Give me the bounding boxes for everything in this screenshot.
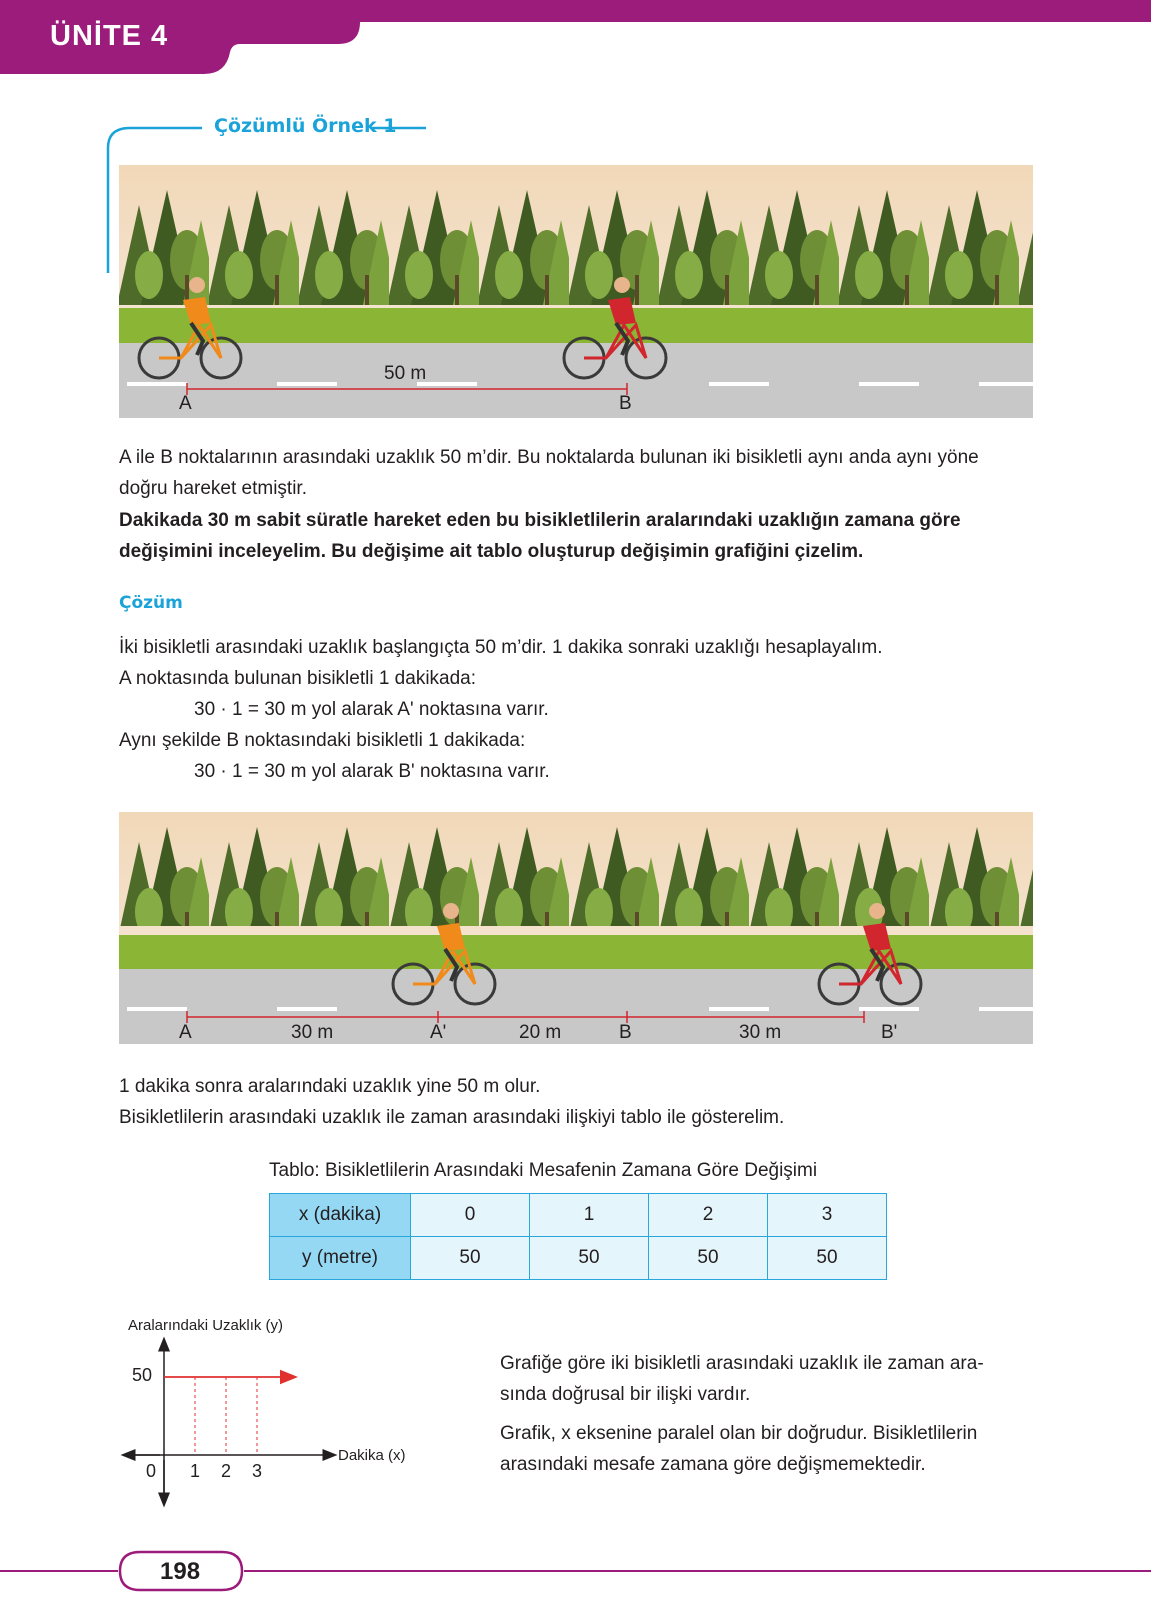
- table-cell: 2: [649, 1194, 768, 1237]
- scene2-segment-3: 30 m: [739, 1022, 782, 1043]
- row-header-x: x (dakika): [270, 1194, 411, 1237]
- y-tick-label: 50: [132, 1365, 153, 1385]
- solution-line-2: A noktasında bulunan bisikletli 1 dakikada:: [119, 668, 477, 689]
- scene2-label-b-prime: B': [881, 1022, 898, 1043]
- distance-time-graph: [110, 1310, 430, 1510]
- page-number: 198: [160, 1558, 201, 1585]
- table-cell: 1: [530, 1194, 649, 1237]
- row-header-y: y (metre): [270, 1237, 411, 1280]
- table-row-x: [270, 1194, 887, 1237]
- table-cell: 50: [649, 1237, 768, 1280]
- explanation-2b: arasındaki mesafe zamana göre değişmemektedir.: [500, 1454, 926, 1475]
- explanation-1a: Grafiğe göre iki bisikletli arasındaki uzaklık ile zaman ara-: [500, 1353, 984, 1374]
- x-tick-label: 2: [221, 1461, 232, 1481]
- scene2-label-a: A: [179, 1022, 192, 1043]
- x-tick-label: 1: [190, 1461, 201, 1481]
- scene2-label-b: B: [619, 1022, 632, 1043]
- after-line-1: 1 dakika sonra aralarındaki uzaklık yine 50 m olur.: [119, 1076, 541, 1097]
- solution-line-4: Aynı şekilde B noktasındaki bisikletli 1 dakikada:: [119, 730, 526, 751]
- unit-label: ÜNİTE 4: [50, 20, 169, 52]
- problem-line-1: A ile B noktalarının arasındaki uzaklık 50 m’dir. Bu noktalarda bulunan iki bisikletli aynı anda aynı yöne: [119, 447, 979, 468]
- table-row-y: [270, 1237, 887, 1280]
- problem-bold-2: değişimini inceleyelim. Bu değişime ait tablo oluşturup değişimin grafiğini çizelim.: [119, 541, 864, 562]
- table-caption: Tablo: Bisikletlilerin Arasındaki Mesafenin Zamana Göre Değişimi: [269, 1160, 818, 1181]
- cyclists-scene-2: [119, 812, 1033, 1044]
- cyclists-scene-1: [119, 165, 1033, 418]
- table-cell: 50: [530, 1237, 649, 1280]
- distance-label-50m: 50 m: [384, 363, 427, 384]
- forest-road-illustration: [119, 165, 1033, 418]
- after-line-2: Bisikletlilerin arasındaki uzaklık ile zaman arasındaki ilişkiyi tablo ile gösterelim.: [119, 1107, 785, 1128]
- point-a-label: A: [179, 393, 192, 414]
- solution-line-1: İki bisikletli arasındaki uzaklık başlangıçta 50 m’dir. 1 dakika sonraki uzaklığı hesaplayalım.: [119, 637, 883, 658]
- point-b-label: B: [619, 393, 632, 414]
- explanation-1b: sında doğrusal bir ilişki vardır.: [500, 1384, 751, 1405]
- table-cell: 3: [768, 1194, 887, 1237]
- scene2-label-a-prime: A': [430, 1022, 447, 1043]
- unit-header-banner: [0, 0, 1151, 80]
- problem-line-2: doğru hareket etmiştir.: [119, 478, 307, 499]
- forest-road-illustration-2: [119, 812, 1033, 1044]
- y-axis-label: Aralarındaki Uzaklık (y): [128, 1317, 284, 1334]
- x-tick-label: 3: [252, 1461, 263, 1481]
- x-axis-label: Dakika (x): [338, 1447, 406, 1464]
- table-cell: 50: [768, 1237, 887, 1280]
- solution-title: Çözüm: [119, 593, 183, 613]
- solution-line-5: 30 · 1 = 30 m yol alarak B' noktasına varır.: [194, 761, 550, 782]
- solution-line-3: 30 · 1 = 30 m yol alarak A' noktasına varır.: [194, 699, 549, 720]
- explanation-2a: Grafik, x eksenine paralel olan bir doğrudur. Bisikletlilerin: [500, 1423, 978, 1444]
- problem-bold-1: Dakikada 30 m sabit süratle hareket eden bu bisikletlilerin aralarındaki uzaklığın zamana göre: [119, 510, 961, 531]
- example-title: Çözümlü Örnek 1: [214, 115, 397, 137]
- scene2-segment-2: 20 m: [519, 1022, 562, 1043]
- table-cell: 50: [411, 1237, 530, 1280]
- table-cell: 0: [411, 1194, 530, 1237]
- scene2-segment-1: 30 m: [291, 1022, 334, 1043]
- distance-time-table: [269, 1193, 887, 1280]
- x-tick-label: 0: [146, 1461, 157, 1481]
